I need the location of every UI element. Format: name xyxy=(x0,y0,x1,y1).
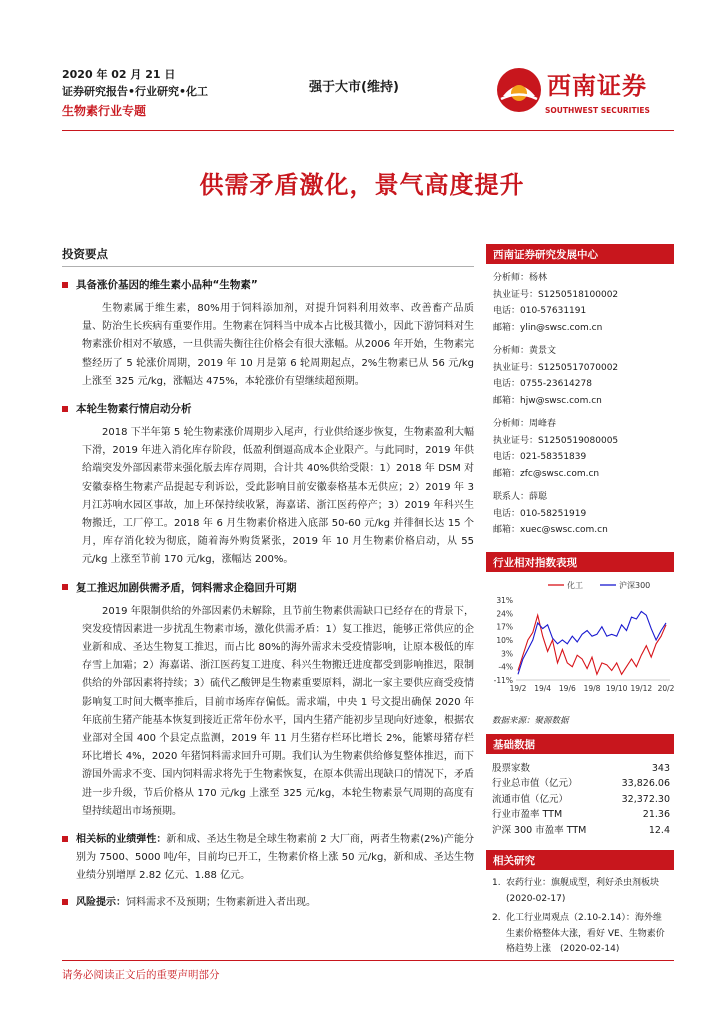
x-tick-label: 19/4 xyxy=(534,683,552,693)
basic-data-row: 流通市值（亿元） 32,372.30 xyxy=(492,793,670,805)
y-tick-label: 31% xyxy=(496,595,513,605)
chart-container xyxy=(486,572,674,712)
series-line-csi300 xyxy=(518,611,666,674)
note-text: 饲料需求不及预期；生物素新进入者出现。 xyxy=(126,896,316,908)
analyst-phone: 电话：0755-23614278 xyxy=(493,379,592,389)
y-tick-label: 10% xyxy=(496,635,513,645)
basic-data-table xyxy=(486,754,674,843)
series-line-chemical xyxy=(518,615,666,674)
analysts-heading: 西南证券研究发展中心 xyxy=(486,244,674,264)
basic-data-row: 行业总市值（亿元） 33,826.06 xyxy=(492,778,670,789)
bullet-icon xyxy=(62,282,68,288)
analyst-email: 邮箱：ylin@swsc.com.cn xyxy=(493,322,603,333)
x-tick-label: 20/2 xyxy=(657,683,674,693)
rating: 强于大市(维持) xyxy=(309,80,399,95)
report-category: 证券研究报告•行业研究•化工 xyxy=(62,85,209,98)
y-tick-label: 3% xyxy=(501,648,513,658)
footer-disclaimer: 请务必阅读正文后的重要声明部分 xyxy=(62,960,674,982)
brand-logo xyxy=(495,62,675,122)
note-item xyxy=(62,831,474,886)
related-item[interactable]: 1. 农药行业：旗舰成型，利好杀虫剂板块 (2020-02-17) xyxy=(492,878,660,904)
related-list xyxy=(486,870,674,958)
x-tick-label: 19/6 xyxy=(558,683,576,693)
y-tick-label: 17% xyxy=(496,622,513,632)
analyst-name: 分析师：周峰春 xyxy=(493,419,557,429)
analyst-phone: 电话：021-58351839 xyxy=(493,452,587,462)
legend-label: 沪深300 xyxy=(619,580,651,590)
main-column xyxy=(62,246,474,920)
x-tick-label: 19/10 xyxy=(605,683,628,693)
main-heading: 投资要点 xyxy=(62,246,474,267)
section-heading xyxy=(62,580,474,595)
note-label: 风险提示： xyxy=(76,896,126,908)
report-topic: 生物素行业专题 xyxy=(62,104,147,118)
section-heading xyxy=(62,277,474,292)
logo-text-cn: 西南证券 xyxy=(547,72,647,100)
y-tick-label: -4% xyxy=(498,662,513,672)
section-title: 具备涨价基因的维生素小品种“生物素” xyxy=(76,279,258,291)
note-text: 新和成、圣达生物是全球生物素前 2 大厂商，两者生物素(2%)产能分别为 7500、5000 吨/年，目前均已开工，生物素价格上涨 50 元/kg，新和成、圣达生物业绩分别增厚 2.82 亿元、1.88 亿元。 xyxy=(76,834,475,882)
analyst-email: 邮箱：hjw@swsc.com.cn xyxy=(493,395,602,406)
relative-index-chart xyxy=(486,576,674,706)
basic-data-row: 行业市盈率 TTM 21.36 xyxy=(492,809,670,820)
analyst-name: 分析师：黄景文 xyxy=(493,346,557,356)
bullet-icon xyxy=(62,836,68,842)
analyst-license: 执业证号：S1250518100002 xyxy=(493,289,619,300)
legend-label: 化工 xyxy=(567,580,583,590)
sidebar xyxy=(486,244,674,962)
basic-data-heading: 基础数据 xyxy=(486,734,674,754)
y-tick-label: 24% xyxy=(496,608,513,618)
x-tick-label: 19/2 xyxy=(509,683,527,693)
section-paragraph: 2019 年限制供给的外部因素仍未解除，且节前生物素供需缺口已经存在的背景下，突发疫情因素进一步扰乱生物素市场，激化供需矛盾：1）复工推迟，能够正常供应的企业新和成、圣达生物复工推迟，而占比 80%的海外需求未受疫情影响，让原本极低的库存雪上加霜；2）海嘉诺、浙江医药复工进度、科兴生物搬迁进度都受到影响推迟，限制供给的外部因素将持续；3）硫代乙酸钾是生物素重要原料，湖北一家主要供应商受疫情影响复工时间大概率推后，目前市场库存偏低。需求端，中央 1 号文提出确保 2020 年年底前生猪产能基本恢复到接近正常年份水平，国内生猪产能初步呈现向好迹象，根据农业部对全国 400 个县定点监测，2019 年 11 月生猪存栏环比增长 2%，能繁母猪存栏环比增长 4%，2020 年猪饲料需求回升可期。我们认为生物素供给修复整体推迟，而下游国外需求不变、国内饲料需求将先于生物素恢复，在原本供需出现缺口的情况下，矛盾进一步升级，节后价格从 170 元/kg 上涨至 325 元/kg，本轮生物素景气周期的高度有望持续超出市场预期。 xyxy=(82,605,474,817)
logo-sun-icon xyxy=(495,66,543,114)
y-tick-label: -11% xyxy=(493,675,513,685)
contact-phone: 电话：010-58251919 xyxy=(493,508,587,519)
contact-name: 联系人：薛聪 xyxy=(493,492,548,502)
report-date: 2020 年 02 月 21 日 xyxy=(62,68,176,81)
note-label: 相关标的业绩弹性： xyxy=(76,834,167,846)
x-tick-label: 19/8 xyxy=(583,683,601,693)
header-divider xyxy=(62,130,674,131)
bullet-icon xyxy=(62,584,68,590)
logo-text-en: SOUTHWEST SECURITIES xyxy=(545,106,650,115)
analyst-list xyxy=(486,264,674,552)
x-tick-label: 19/12 xyxy=(630,683,653,693)
chart-heading: 行业相对指数表现 xyxy=(486,552,674,572)
section-paragraph: 生物素属于维生素，80%用于饲料添加剂，对提升饲料利用效率、改善畜产品质量、防治生长疾病有重要作用。生物素在饲料当中成本占比极其微小，因此下游饲料对生物素涨价相对不敏感，一旦供需失衡往往价格会有很大涨幅。从2006 年开始，生物素完整经历了 5 轮涨价周期，2019 年 10 月是第 6 轮周期起点，2%生物素已从 56 元/kg 上涨至 325 元/kg，涨幅达 475%，本轮涨价有望继续超预期。 xyxy=(82,303,474,387)
chart-source: 数据来源：聚源数据 xyxy=(492,715,569,726)
header-meta xyxy=(62,66,208,120)
bullet-icon xyxy=(62,406,68,412)
related-heading: 相关研究 xyxy=(486,850,674,870)
analyst-phone: 电话：010-57631191 xyxy=(493,306,587,316)
basic-data-row: 沪深 300 市盈率 TTM 12.4 xyxy=(492,824,670,836)
analyst-email: 邮箱：zfc@swsc.com.cn xyxy=(493,468,600,479)
section-title: 本轮生物素行情启动分析 xyxy=(76,403,192,416)
related-item[interactable]: 2. 化工行业周观点（2.10-2.14）：海外维生素价格整体大涨，看好 VE、生物素价格趋势上涨 (2020-02-14) xyxy=(492,913,665,954)
note-item xyxy=(62,894,474,912)
analyst-license: 执业证号：S1250519080005 xyxy=(493,435,619,446)
bullet-icon xyxy=(62,899,68,905)
contact-email: 邮箱：xuec@swsc.com.cn xyxy=(493,525,608,535)
section-paragraph: 2018 下半年第 5 轮生物素涨价周期步入尾声，行业供给逐步恢复，生物素盈利大幅下滑，2019 年进入消化库存阶段，低盈利倒逼高成本企业限产。与此同时，2019 年供给端突发外部因素带来强化版去库存周期，合计共 40%供给受限：1）2018 年 DSM 对安徽泰格生物素产品提起专利诉讼，受此影响目前安徽泰格基本无供应；2）2019 年 3 月江苏响水园区事故，加上环保持续收紧，海嘉诺、浙江医药停产；3）2019 年科兴生物搬迁，工厂停工。2018 年 6 月生物素价格进入底部 50-60 元/kg 并徘徊长达 15 个月，库存消化较为彻底，随着海外购货紧张，2019 年 10 月生物素价格启动，从 55 元/kg 上涨至节前 170 元/kg，涨幅达 200%。 xyxy=(82,427,474,566)
report-title: 供需矛盾激化，景气高度提升 xyxy=(199,171,525,199)
analyst-name: 分析师：杨林 xyxy=(493,273,548,283)
section-title: 复工推迟加剧供需矛盾，饲料需求企稳回升可期 xyxy=(76,581,297,594)
analyst-license: 执业证号：S1250517070002 xyxy=(493,362,619,373)
section-heading xyxy=(62,401,474,416)
basic-data-row: 股票家数 343 xyxy=(492,762,670,774)
